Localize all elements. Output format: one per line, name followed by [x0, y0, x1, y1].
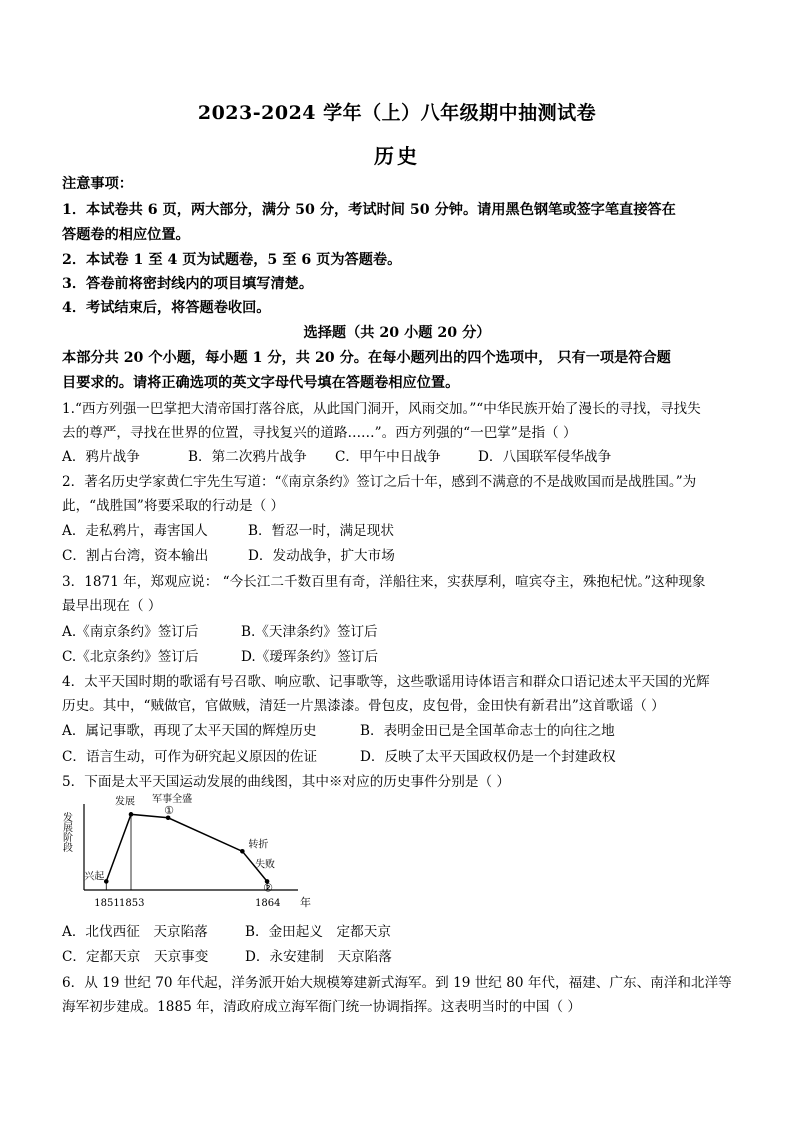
question-3-text: 最早出现在（ ） — [62, 598, 162, 614]
question-4-option-d: D．反映了太平天国政权仍是一个封建政权 — [360, 749, 616, 765]
section-intro: 本部分共 20 个小题，每小题 1 分，共 20 分。在每小题列出的四个选项中， 只有一项是符合题 — [62, 350, 671, 366]
question-4-text: 历史。其中，“贼做官，官做贼，清廷一片黑漆漆。骨包皮，皮包骨，金田快有新君出”这首歌谣（ ） — [62, 698, 665, 714]
exam-title: 2023-2024 学年（上）八年级期中抽测试卷 — [197, 102, 597, 124]
chart-tick-label: 1864 — [255, 898, 281, 909]
question-5-option-d: D．永安建制 天京陷落 — [245, 949, 392, 965]
question-5-option-a: A．北伐西征 天京陷落 — [62, 924, 208, 940]
section-intro: 目要求的。请将正确选项的英文字母代号填在答题卷相应位置。 — [62, 375, 460, 391]
question-1-option-b: B．第二次鸦片战争 — [188, 449, 307, 465]
question-4-option-a: A．属记事歌，再现了太平天国的辉煌历史 — [62, 723, 317, 739]
question-2-text: 2．著名历史学家黄仁宇先生写道：“《南京条约》签订之后十年，感到不满意的不是战败国而是战胜国。”为 — [62, 474, 697, 490]
chart-stage-label: 失败 — [255, 859, 276, 871]
notice-item: 2．本试卷 1 至 4 页为试题卷，5 至 6 页为答题卷。 — [62, 252, 402, 268]
chart-stage-marker: ② — [263, 881, 273, 895]
notice-item: 答题卷的相应位置。 — [62, 227, 190, 243]
section-heading: 选择题（共 20 小题 20 分） — [303, 325, 491, 341]
question-4-option-c: C．语言生动，可作为研究起义原因的佐证 — [62, 749, 318, 765]
chart-stage-label: 军事全盛 — [152, 793, 193, 805]
chart-tick-label: 1851 — [94, 898, 120, 909]
question-5-option-b: B．金田起义 定都天京 — [245, 924, 391, 940]
question-1-option-d: D．八国联军侵华战争 — [478, 449, 612, 465]
question-3-option-b: B.《天津条约》签订后 — [241, 624, 378, 640]
question-4-option-b: B．表明金田已是全国革命志士的向往之地 — [360, 723, 615, 739]
question-1-option-c: C．甲午中日战争 — [335, 449, 441, 465]
chart-stage-label: 发展 — [115, 796, 136, 808]
question-1-text: 1.“西方列强一巴掌把大清帝国打落谷底，从此国门洞开，风雨交加。”“中华民族开始了漫长的寻找，寻找失 — [62, 401, 701, 417]
chart-ylabel: 发展阶段 — [60, 812, 72, 852]
question-2-option-d: D．发动战争，扩大市场 — [248, 548, 395, 564]
question-3-text: 3．1871 年，郑观应说： “今长江二千数百里有奇，洋船往来，实获厚利，喧宾夺主，殊抱杞忧。”这种现象 — [62, 574, 706, 590]
question-2-option-c: C．割占台湾，资本输出 — [62, 548, 209, 564]
notice-item: 4．考试结束后，将答题卷收回。 — [62, 300, 271, 316]
chart-stage-marker: ① — [164, 803, 174, 817]
notice-heading: 注意事项： — [62, 176, 133, 192]
question-6-text: 海军初步建成。1885 年，清政府成立海军衙门统一协调指挥。这表明当时的中国（ ） — [62, 999, 582, 1015]
question-2-text: 此，“战胜国”将要采取的行动是（ ） — [62, 498, 285, 514]
chart-stage-label: 转折 — [248, 839, 269, 851]
question-2-option-a: A．走私鸦片，毒害国人 — [62, 523, 208, 539]
question-6-text: 6．从 19 世纪 70 年代起，洋务派开始大规模筹建新式海军。到 19 世纪 80 年代，福建、广东、南洋和北洋等 — [62, 975, 732, 991]
chart-series-line — [106, 814, 267, 881]
notice-item: 3．答卷前将密封线内的项目填写清楚。 — [62, 276, 314, 292]
question-3-option-c: C.《北京条约》签订后 — [62, 649, 199, 665]
taiping-development-chart — [60, 793, 322, 914]
chart-stage-label: 兴起 — [84, 871, 105, 883]
chart-tick-label: 1853 — [119, 898, 145, 909]
chart-point — [240, 849, 245, 854]
question-3-option-a: A.《南京条约》签订后 — [62, 624, 199, 640]
question-4-text: 4．太平天国时期的歌谣有号召歌、响应歌、记事歌等，这些歌谣用诗体语言和群众口语记述太平天国的光辉 — [62, 674, 710, 690]
subject-title: 历史 — [374, 144, 420, 168]
question-2-option-b: B．暂忍一时，满足现状 — [248, 523, 394, 539]
question-5-text: 5．下面是太平天国运动发展的曲线图，其中※对应的历史事件分别是（ ） — [62, 774, 510, 790]
question-1-option-a: A．鸦片战争 — [62, 449, 140, 465]
question-1-text: 去的尊严，寻找在世界的位置，寻找复兴的道路……”。西方列强的“一巴掌”是指（ ） — [62, 425, 577, 441]
question-5-option-c: C．定都天京 天京事变 — [62, 949, 209, 965]
question-3-option-d: D.《瑷珲条约》签订后 — [241, 649, 379, 665]
chart-xlabel: 年 — [300, 896, 311, 909]
notice-item: 1．本试卷共 6 页，两大部分，满分 50 分，考试时间 50 分钟。请用黑色钢笔或签字笔直接答在 — [62, 202, 676, 218]
